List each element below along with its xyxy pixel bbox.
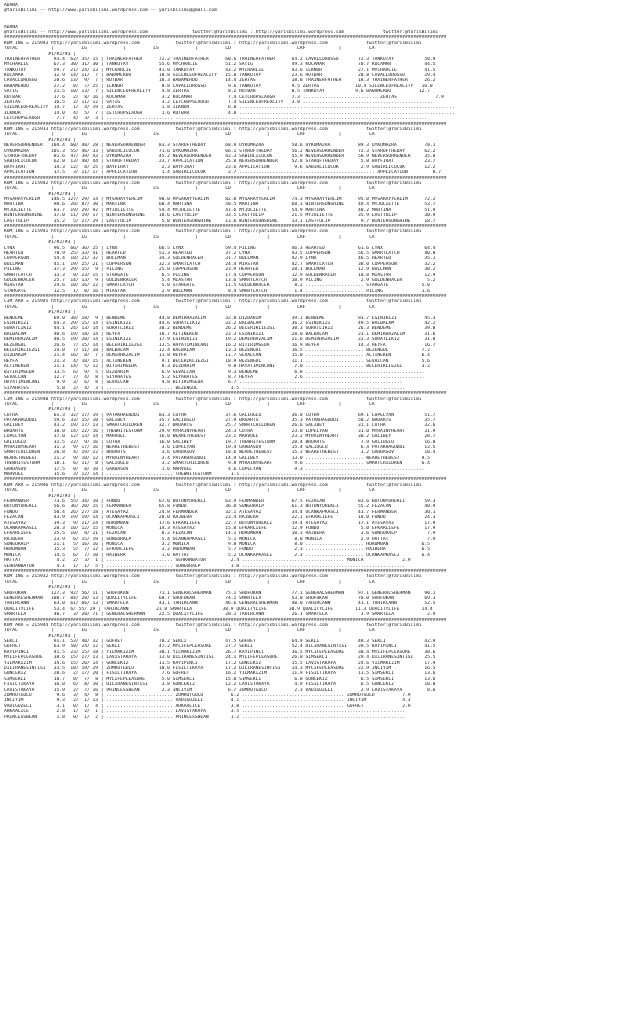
text-line: TOTAL | LG | LS | LD | LRF | LA bbox=[4, 46, 375, 52]
text-line: ATESAYAZ 39.3 9/ 21/ 24 | HURUMBAN 17.6 EFKARLIEFE 22.7 BUTUNYUREKLI 19.4 ATESAYAZ 17.1 ATESAYAZ 17.9 bbox=[4, 520, 436, 526]
text-line: WEARETHEBEST 21.2 9/ 10/ 12 | MYRAINYHEART 3.4 PATAKHAGUDDI 14.9 GALIBEY 13.0 ..................... WEARETHEBEST 9.5 bbox=[4, 455, 430, 461]
text-line: QUALITYLIFE 53.4 6/ 55/ 29 | TAHIRCANN 23.8 SMARTELA 38.9 QUALITYLIFE 38.9 QUALITYLIFE 11.3 QUALITYLIFE 14.4 bbox=[4, 606, 433, 612]
text-line: DILIRANESINTISI 33.5 10/ 19/ 29 | ZUMRUTGOLU 10.0 FISILTIKAYA 17.2 DILIRANESINTISI 14.3 MYLIFEPLEASURE 22.9 INCIYIM 16.5 bbox=[4, 666, 436, 672]
text-line: BITIRIMSEDA 13.5 6/ 9/ 5 | DIZDARIM 6.9 SEVALCAN 9.3 BENDEME 6.8 ........................................... bbox=[4, 369, 425, 375]
text-line: TOTAL | LG | LS | LD | LRF | LA bbox=[4, 488, 375, 494]
text-line: MYSARAYYERLIM 146.5 127/ 29/ 14 | MYSARAYYERLIM 90.0 MYSARAYYERLIM 82.0 MYSARAYYERLIM 74.3 MYSARAYYERLIM 95.0 MYSARAYYERLIM 72.2 bbox=[4, 197, 436, 203]
text-line: ESINIKIZI 64.3 29/ 15/ 14 | ESINIKIZI 44.6 SURATLIKIZ 32.2 BALBALAM 36.2 ESINIKIZI 49.5 BALBALAM 42.2 bbox=[4, 321, 436, 327]
text-line: #1/#2/#3 | bbox=[4, 51, 76, 57]
text-line: SMARTCHILDREN 26.8 4/ 19/ 22 | BROARTS 3.6 GARDASOV 18.6 WEARETHEBEST 15.3 WEARETHEBEST 3.2 GARDASOV 10.4 bbox=[4, 450, 436, 456]
text-line: MYCHARLIE 67.3 30/ 31/ 30 | TANKUTAY 55.6 MYCHARLIE 51.2 SATIG 49.3 KOCAMAR 70.7 KOCAMAR 44.5 bbox=[4, 62, 436, 68]
text-line: BENDEME 69.0 38/ 18/ 9 | BENDEME 44.8 DEMIRHAZALIM 32.8 DIZDARIM 39.1 BENDEME 93.7 ESINIKIZI 45.3 bbox=[4, 315, 436, 321]
text-line: #1/#2/#3 | bbox=[4, 310, 76, 316]
text-line: ADANA bbox=[4, 3, 18, 8]
text-line: TRAINERFATHER 93.4 62/ 35/ 15 | TRAINERFATHER 72.2 TRAINERFATHER 60.6 TRAINERFATHER 64.2 CAVALLOROSSO 72.3 TANKUTAY 50.9 bbox=[4, 56, 436, 62]
text-line: MYJULIETTE 83.7 19/ 29/ 92 | MYJULIETTE 54.4 MYJULIETTE 41.6 MYJULIETTE 54.9 MARTINA 40.2 MARTINA 51.9 bbox=[4, 207, 436, 213]
text-line: #1/#2/#3 | bbox=[4, 493, 76, 499]
text-line: ################################################################################################################################################################ bbox=[4, 617, 447, 623]
text-line: PATAKHAGUDDI 59.6 33/ 15/ 10 | GALIBEY 35.7 GALIOGLU 27.9 BROARTS 35.3 PATAKHAGUDDI 50.2 BROARTS 35.7 bbox=[4, 418, 436, 424]
text-line: TOTAL | LG | LS | LD | LRF | LA bbox=[4, 579, 375, 585]
text-line: MYRAINYHEART 31.3 9/ 17/ 16 | WEARETHEBEST 3.6 LUPELYAN 19.4 GARDASOV 15.4 GALIOGLU 6.4 PATAKHAGUDDI 13.5 bbox=[4, 445, 436, 451]
text-line: NEVERSORRENDER 104.4 60/ 48/ 28 | NEVERSORRENDER 83.3 STAROFTHEDAY 68.9 OYKUMAZRA 58.6 OYKUMAZRA 89.3 OYKUMAZRA 70.1 bbox=[4, 143, 436, 149]
text-line: UCANKAPKASLI 28.3 10/ 12/ 15 | MONICA 14.3 ATESAYAZ 15.8 EFKARLIEFE 12.9 FUNDO 5.0 EFKARLIEFE 17.9 bbox=[4, 525, 436, 531]
text-line: TOTAL | LG | LS | LD | LRF | LA bbox=[4, 628, 375, 634]
text-line: @YarisBilimi -- http://www.yarisbilimi.wordpress.com -- yarisbilimi@gmail.com bbox=[4, 8, 217, 14]
text-line: KUM ING = 215933 http://yarisbilimi.wordpress.com twitter:@YarisBilimi : http://yarisbilimi.wordpress.com twitter:@YarisBilimi bbox=[4, 126, 422, 132]
text-line: BUTUNYUREKLI 56.6 36/ 20/ 15 | FERMANDER 65.8 FUNDO 36.0 SUNGURALP 61.3 BUTUNYUREKLI 55.2 FEZACAN 40.9 bbox=[4, 504, 436, 510]
text-line: HURUMBAN 15.3 5/ 7/ 12 | EFKARLIEFE 3.2 HURUMBAN 5.7 FUNDO 2.3 ..................... RAJBERA 6.5 bbox=[4, 547, 430, 553]
text-line: PILING 37.3 29/ 15/ 9 | PILING 25.0 COPPERSON 23.9 HEARTED 20.1 BULLMAN 12.9 BULLMAN 30.2 bbox=[4, 267, 436, 273]
text-line: GALIBEY 43.2 19/ 17/ 13 | SMARTCHILDREN 32.7 BROARTS 25.7 SMARTCHILDREN 26.6 GALIBEY 31.1 CUTHA 32.6 bbox=[4, 423, 436, 429]
text-line: ################################################################################################################################################################ bbox=[4, 35, 447, 41]
text-line: OYKUMAZRA 101.3 55/ 46/ 33 | SABIRLICOCUK 71.6 OYKUMAZRA 66.1 STAROFTHEDAY 56.2 NEVERSORRENDER 72.3 STAROFTHEDAY 62.2 bbox=[4, 148, 436, 154]
text-line: APPLICATION 17.5 3/ 11/ 17 | APPLICATION 1.4 SABIRLICOCUK 2.7 ................................................. APPLICATION 8.7 bbox=[4, 170, 441, 176]
text-line: FERMANDER 73.6 55/ 34/ 10 | FUNDO 67.0 BUTUNYUREKLI 63.9 FERMANDER 67.5 FEZACAN 83.6 BUTUNYUREKLI 59.3 bbox=[4, 498, 436, 504]
text-line: #1/#2/#3 | bbox=[4, 240, 76, 246]
text-line: TANKUTAY 59.7 21/ 24/ 23 | MYCHARLIE 41.0 TANKUTAY 43.2 MYCHARLIE 43.6 ILKNUR 27.1 MYCHARLIE 41.5 bbox=[4, 67, 436, 73]
text-line: MARVOEL 15.6 3/ 12/ 14 | ........................ THEWHITESTORM 1.1 ........................................................... bbox=[4, 471, 406, 477]
text-line: STAROFTHEDAY 81.6 47/ 39/ 43 | OYKUMAZRA 45.2 NEVERSORRENDER 42.3 SABIRLICOCUK 55.9 NEVERSORRENDER 58.9 NEVERSORRENDER 35.8 bbox=[4, 153, 436, 159]
text-line: ADANA bbox=[4, 24, 18, 30]
text-line: KUM ARA = 215944 http://yarisbilimi.wordpress.com twitter:@YarisBilimi : http://yarisbilimi.wordpress.com twitter:@YarisBilimi bbox=[4, 622, 422, 628]
text-line: SHOFUKAN 127.3 92/ 56/ 11 | SHOFUKAN 71.1 GENERALSHERMAN 75.1 SHOFUKAN 77.1 GENERALSHERMAN 97.1 GENERALSHERMAN 90.1 bbox=[4, 590, 436, 596]
text-line: SEVALCAN 12.7 7/ 4/ 8 | SIYAHATES 5.2 SIYAHATES 8.7 HEYFA 2.6 ........................................... bbox=[4, 374, 425, 380]
text-line: MARTINA 98.6 28/ 87/ 30 | MARTINA 60.4 MARTINA 58.5 MARTINA 68.1 WINTERSUNSHINE 49.4 MYJULIETTE 53.7 bbox=[4, 202, 436, 208]
text-line: SILENCEOFREALITY 14.7 1/ 4/ 19 | ZERTAS 1.8 ILKNUR 6.8 .............................................................................. bbox=[4, 105, 455, 111]
text-line: KUM ING = 215942 http://yarisbilimi.wordpress.com twitter:@YarisBilimi : http://yarisbilimi.wordpress.com twitter:@YarisBilimi bbox=[4, 180, 422, 186]
text-line: RAJBERA 23.9 6/ 15/ 19 | SUNGURALP 5.4 UCANKAPKASLI 5.1 MONICA 8.0 MONICA 2.9 HATTAT 7.9 bbox=[4, 536, 436, 542]
text-line: BABAMERDO 27.2 8/ 7/ 25 | ILKNUR 8.8 CAVALLOROSSO 9.6 TANKUTAY 9.5 ZERTAS 10.4 SILENCEOFREALITY 16.0 bbox=[4, 83, 433, 89]
text-line: #1/#2/#3 | bbox=[4, 191, 76, 197]
text-line: TOTAL | LG | LS | LD | LRF | LA bbox=[4, 186, 375, 192]
text-line: GALIOGLU 31.5 22/ 9/ 16 | CUTHA 16.0 GALIBEY 19.7 THEWHITESTORM 20.4 BROARTS 7.9 GALIOGLU 16.8 bbox=[4, 439, 436, 445]
text-line: BALBALAM 40.6 19/ 18/ 14 | HEYFA 18.7 ALTINEKEN 23.3 ESINIKIZI 28.0 BALBALAM 23.1 DEMIRHAZALIM 31.6 bbox=[4, 331, 436, 337]
text-line: CIM ING = 215940 http://yarisbilimi.wordpress.com twitter:@YarisBilimi : http://yarisbilimi.wordpress.com twitter:@YarisBilimi bbox=[4, 396, 422, 402]
text-line: PRINCESSBEAN 1.8 0/ 1/ 2 | ........................ PRINCESSBEAN 1.2 ........................................................... bbox=[4, 714, 406, 720]
text-line: CAVALLOROSSO 28.6 13/ 9/ 7 | RUTBAR 18.3 BABAMERDO 14.4 ZERTAS 18.8 TRAINERFATHER 18.3 TRAINERFATHER 26.2 bbox=[4, 78, 436, 84]
text-line: DEMIRHAZALIM 40.5 19/ 20/ 14 | ESINIKIZI 17.9 ESINIKIZI 19.2 DEMIRHAZALIM 21.6 DEMIRHAZALIM 22.3 SURATLIKIZ 31.0 bbox=[4, 337, 436, 343]
text-line: LETCHOPSLAUGH 7.7 4/ 3/ 3 | ........................ ........................................................................................... bbox=[4, 116, 428, 122]
text-line: LYNX 96.5 66/ 36/ 25 | LYNX 66.5 LYNX 59.4 PILING 46.3 HEARTED 61.6 LYNX 64.4 bbox=[4, 245, 436, 251]
text-line: ################################################################################################################################################################ bbox=[4, 175, 447, 181]
text-line: ################################################################################################################################################################ bbox=[4, 121, 447, 127]
text-line: KOCAMAR 32.9 14/ 11/ 7 | BABAMERDO 18.8 SILENCEOFREALITY 15.8 TANKUTAY 23.6 RUTBAR 20.8 CAVALLOROSSO 29.4 bbox=[4, 73, 436, 79]
text-line: ################################################################################################################################################################ bbox=[4, 477, 447, 483]
text-line: SUNGURALP 21.1 5/ 16/ 16 | MONICA 3.2 MONICA 9.8 MONICA 8.0 ..................... HURUMBAN 6.5 bbox=[4, 542, 430, 548]
text-line: KUM ING = 215943 http://yarisbilimi.wordpress.com twitter:@YarisBilimi : http://yarisbilimi.wordpress.com twitter:@YarisBilimi bbox=[4, 40, 422, 46]
text-line: SMARTELA 40.7 3/ 20/ 71 | GENERALSHERMAN 22.5 QUALITYLIFE 20.1 TAHIRCANN 26.1 SMARTELA 3.9 SMARTELA 2.9 bbox=[4, 612, 436, 618]
text-line: RUTBAR 17.6 2/ 8/ 16 | KOCAMAR 3.2 KOCAMAR 7.4 LETCHOPSLAUGH 7.3 ........................... ZERTAS 7.9 bbox=[4, 94, 444, 100]
text-line: HAYATIMINCANI 9.9 3/ 6/ 8 | SEVALCAN 4.8 BITIRIMSEDA 6.7 ........................................................... bbox=[4, 380, 403, 386]
text-line: ILKNUR 14.0 4/ 5/ 7 | LETCHOPSLAUGH 1.6 RUTBAR 4.8 .............................................................................. bbox=[4, 110, 455, 116]
text-line: LUPELYAN 37.0 12/ 13/ 14 | MARVOEL 16.0 WEARETHEBEST 23.1 MARVOEL 23.2 MYRAINYHEART 30.2 GALIBEY 20.7 bbox=[4, 434, 436, 440]
text-line: EFKARLIEFE 25.5 10/ 8/ 21 | FEZACAN 8.2 FEZACAN 14.1 HURUMBAN 10.3 RAJBERA 3.6 SUNGURALP 7.9 bbox=[4, 531, 436, 537]
text-line: MIASTAR 24.6 10/ 16/ 22 | SMARTLATCH 5.0 STARGATE 11.5 GOLDENRACER 8.2 ..................... STARGATE 5.0 bbox=[4, 283, 430, 289]
text-line: HATTAT 4.2 2/ 3/ 1 | ........................ SEHRANBATUR 2.4 ..................................... MONICA 2.9 bbox=[4, 558, 411, 564]
text-line: #1/#2/#3 | bbox=[4, 407, 76, 413]
text-line: LASTTULIP 35.2 5/ 27/ 29 | LASTTULIP 5.0 WINTERSUNSHINE 13.6 WINTERSUNSHINE 13.1 LASTTULIP 9.7 WINTERSUNSHINE 18.7 bbox=[4, 218, 436, 224]
text-line: MONICA 14.5 6/ 7/ 10 | RAJBERA 1.6 HATTAT 5.2 UCANKAPKASLI 2.3 ..................... UCANKAPKASLI 6.4 bbox=[4, 552, 430, 558]
text-line: CUTHA 61.3 32/ 17/ 19 | PATAKHAGUDDI 83.3 CUTHA 37.6 GALIOGLU 36.8 CUTHA 69.1 LUPELYAN 51.7 bbox=[4, 412, 436, 418]
text-line: TAHIRCANN 63.0 61/ 66/ 13 | SMARTELA 43.1 TAHIRCANN 46.6 GENERALSHERMAN 40.0 TAHIRCANN 41.1 TAHIRCANN 52.5 bbox=[4, 601, 436, 607]
text-line: ################################################################################################################################################################ bbox=[4, 294, 447, 300]
text-line: SIYAHATES 5.8 2/ 4/ 3 | ........................ BEZENGUL 3.5 ........................................................... bbox=[4, 385, 406, 391]
text-line: ################################################################################################################################################################ bbox=[4, 224, 447, 230]
text-line: HEARTED 70.9 25/ 33/ 41 | HEARTED 51.3 HEARTED 37.2 LYNX 43.5 COPPERSON 56.5 SMARTLATCH 40.8 bbox=[4, 250, 436, 256]
text-line: SEHRANBATUR 4.1 1/ 1/ 5 | ........................ SUNGURALP 1.0 ........................................................... bbox=[4, 563, 406, 569]
text-line: FUNDO 50.4 26/ 27/ 18 | ATESAYAZ 24.8 FERMANDER 32.1 ATESAYAZ 34.4 UCANKAPKASLI 43.7 FERMANDER 30.1 bbox=[4, 509, 436, 515]
text-line: BROARTS 38.0 14/ 22/ 16 | THEWHITESTORM 29.9 MYRAINYHEART 24.3 CUTHA 23.8 LUPELYAN 31.0 MYRAINYHEART 31.9 bbox=[4, 428, 436, 434]
text-line: GENERALSHERMAN 108.7 84/ 28/ 13 | QUALITYLIFE 68.7 SHOFUKAN 74.1 SMARTELA 53.0 SHOFUKAN 70.0 SHOFUKAN 69.3 bbox=[4, 595, 436, 601]
text-line: SMARTLATCH 33.3 8/ 23/ 15 | STARGATE 6.5 PILING 17.4 COPPERSON 12.9 GOLDENRACER 10.8 MIASTAR 12.9 bbox=[4, 272, 436, 278]
text-line: SEKLI 91.1 53/ 40/ 32 | GOFRET 78.2 SEKLI 47.5 GOFRET 64.9 SEKLI 48.3 SEKLI 42.9 bbox=[4, 639, 436, 645]
text-line: TOTAL | LG | LS | LD | LRF | LA bbox=[4, 401, 375, 407]
text-line: GOFRET 63.9 50/ 24/ 12 | SEKLI 47.2 MYLIFEPLEASURE 27.7 SEKLI 52.4 DILIRANESINTISI 39.5 KAYIPINCI 41.5 bbox=[4, 644, 436, 650]
text-line: #1/#2/#3 | bbox=[4, 633, 76, 639]
text-line: HEYFA 21.3 4/ 10/ 15 | ALTINEKEN 9.1 BECERIKLIEZGI 10.9 BEZENGUL 11.1 ..................... SEVALCAN 5.6 bbox=[4, 358, 430, 364]
text-line: SABIRLICOCUK 62.0 13/ 48/ 44 | STAROFTHEDAY 23.7 APPLICATION 25.8 NEVERSORRENDER 52.8 STAROFTHEDAY 5.8 BAYFIRAT 23.7 bbox=[4, 159, 436, 165]
text-line: CIM ARA = 215945 http://yarisbilimi.wordpress.com twitter:@YarisBilimi : http://yarisbilimi.wordpress.com twitter:@YarisBilimi bbox=[4, 299, 422, 305]
text-line: ALTINEKEN 21.1 14/ 5/ 12 | BITIRIMSEDA 8.3 DIZDARIM 9.8 HAYATIMINCANI 7.0 ..................... BECERIKLIEZGI 3.2 bbox=[4, 364, 430, 370]
text-line: SURATLIKIZ 44.1 24/ 13/ 14 | SURATLIKIZ 30.2 BENDEME 26.2 BECERIKLIEZGI 30.3 SURATLIKIZ 26.3 BENDEME 39.8 bbox=[4, 326, 436, 332]
text-line: ZUMRUTGOLU 9.6 3/ 4/ 8 | ........................ ZUMRUTGOLU 6.2 ..................................... ZUMRUTGOLU 7.9 bbox=[4, 693, 411, 698]
text-line: GARDASOV 17.5 8/ 8/ 10 | GARDASOV 1.6 MARVOEL 4.6 LUPELYAN 9.3 ........................................... bbox=[4, 466, 425, 472]
text-line: STARGATE 12.5 1/ 8/ 16 | MIASTAR 2.9 BULLMAN 8.4 SMARTLATCH 1.4 ..................... PILING 1.6 bbox=[4, 288, 430, 294]
text-line: ################################################################################################################################################################ bbox=[4, 391, 447, 397]
text-line: TOTAL | LG | LS | LD | LRF | LA bbox=[4, 304, 375, 310]
text-line: DIZDARIM 21.4 16/ 8/ 7 | DEMIRHAZALIM 11.8 HEYFA 11.7 SEVALCAN 15.0 ..................... ALTINEKEN 6.4 bbox=[4, 353, 430, 359]
text-line: FEZACAN 43.9 19/ 19/ 14 | UCANKAPKASLI 20.0 RAJBERA 23.4 RAJBERA 22.1 EFKARLIEFE 18.0 FUNDO 24.3 bbox=[4, 515, 436, 521]
text-line: ARKAALICE 2.8 1/ 2/ 1 | ........................ LAVISTAKAYA 3.5 ........................................................... bbox=[4, 709, 406, 715]
text-line: FISILTIKAYA 16.0 6/ 8/ 10 | DILIRANESINTISI 3.8 GUNCEKIZ 12.2 LAVISTAKAYA 4.9 FISILTIKAYA 6.5 GUNCEKIZ 10.0 bbox=[4, 682, 436, 688]
text-line: ZERTAS 16.5 2/ 11/ 12 | SATIG 3.2 LETCHOPSLAUGH 7.4 SILENCEOFREALITY 3.8 ............................................... bbox=[4, 100, 433, 106]
text-line: BAYFIRAT 34.3 12/ 8/ 25 | BAYFIRAT 2.3 BAYFIRAT 23.6 APPLICATION 9.6 SABIRLICOCUK 2.9 SABIRLICOCUK 12.2 bbox=[4, 164, 436, 170]
text-line: YILMAKIZIM 34.6 15/ 20/ 14 | GUNCEKIZ 11.5 KAYIPINCI 17.2 GUNCEKIZ 15.5 LAVISTAKAYA 24.6 YILMAKIZIM 17.9 bbox=[4, 660, 436, 666]
text-line: MYLIFEPLEASURE 38.6 15/ 27/ 13 | LAVISTAKAYA 13.0 DILIRANESINTISI 24.1 MYLIFEPLEASURE 26.0 SIMSEKLI 29.4 DILIRANESINTISI 25.5 bbox=[4, 655, 436, 661]
text-line: BECERIKLIEZGI 24.0 7/ 11/ 18 | BALBALAM 12.4 BALBALAM 13.3 BEZENGUL 16.5 ..................... BEZENGUL 7.2 bbox=[4, 348, 430, 353]
text-line: THEWHITESTORM 18.1 6/ 11/ 8 | GALIOGLU 3.2 SMARTCHILDREN 9.8 MYRAINYHEART 9.6 ..................... SMARTCHILDREN 6.4 bbox=[4, 461, 430, 467]
text-line: @YarisBilimi -- http://www.yarisbilimi.wordpress.com twitter:@YarisBilimi : http://yarisbilimi.wordpress.com twitter:@YarisBilimi bbox=[4, 29, 439, 35]
text-line: KUM ARA = 215946 http://yarisbilimi.wordpress.com twitter:@YarisBilimi : http://yarisbilimi.wordpress.com twitter:@YarisBilimi bbox=[4, 482, 422, 488]
text-line: KUM ING = 215941 http://yarisbilimi.wordpress.com twitter:@YarisBilimi : http://yarisbilimi.wordpress.com twitter:@YarisBilimi bbox=[4, 229, 422, 235]
text-line: WINTERSUNSHINE 37.0 11/ 19/ 17 | WINTERSUNSHINE 18.6 LASTTULIP 33.5 LASTTULIP 21.5 MYJULIETTE 35.9 LASTTULIP 30.9 bbox=[4, 213, 436, 219]
text-line: #1/#2/#3 | bbox=[4, 137, 76, 143]
text-line: SIMSEKLI 18.7 8/ 7/ 8 | MYLIFEPLEASURE 5.0 SIMSEKLI 15.0 SIMSEKLI 6.8 GUNCEKIZ 6.5 SIMSEKLI 13.6 bbox=[4, 676, 436, 682]
text-line: INCIYIM 9.3 2/ 1/ 13 | ........................ VADIGUZELI 4.1 ..................................... INCIYIM 4.3 bbox=[4, 698, 411, 704]
text-line: KUM ING = 215932 http://yarisbilimi.wordpress.com twitter:@YarisBilimi : http://yarisbilimi.wordpress.com twitter:@YarisBilimi bbox=[4, 574, 422, 580]
text-line: LAVISTAKAYA 15.9 2/ 7/ 16 | PRINCESSBEAN 2.3 INCIYIM 6.7 ZUMRUTGOLU 2.3 VADIGUZELI 2.9 LAVISTAKAYA 8.6 bbox=[4, 687, 436, 693]
text-line: VADIGUZELI 3.1 0/ 1/ 4 | ........................ ARKAALICE 3.8 ..................................... GOFRET 2.9 bbox=[4, 703, 411, 709]
text-line: BEZENGUL 26.6 7/ 15/ 14 | BECERIKLIEZGI 13.5 HAYATIMINCANI 16.2 BITIRIMSEDA 16.9 HEYFA 14.3 HEYFA 16.7 bbox=[4, 342, 436, 348]
text-line: SATIG 21.5 10/ 13/ 7 | SILENCEOFREALITY 4.8 ZERTAS 8.2 RUTBAR 8.5 TANKUTAY 9.6 BABAMERDO 12.7 bbox=[4, 89, 430, 95]
text-line: GOLDENRACER 25.7 14/ 13/ 9 | GOLDENRACER 5.4 MIASTAR 13.6 SMARTLATCH 10.9 PILING 2.9 GOLDENRACER 5.2 bbox=[4, 277, 436, 283]
text-line: GUNCEKIZ 20.6 2/ 17/ 20 | FISILTIKAYA 7.6 GOFRET 16.2 YILMAKIZIM 11.9 FISILTIKAYA 11.5 SIMSEKLI 13.6 bbox=[4, 671, 436, 677]
text-line: #1/#2/#3 | bbox=[4, 585, 76, 591]
text-line: TOTAL | LG | LS | LD | LRF | LA bbox=[4, 132, 375, 138]
text-line: BULLMAN 45.1 19/ 25/ 21 | COPPERSON 32.3 SMARTLATCH 24.4 MIASTAR 42.7 SMARTLATCH 38.0 COPPERSON 32.2 bbox=[4, 261, 436, 267]
text-line: TOTAL | LG | LS | LD | LRF | LA bbox=[4, 234, 375, 240]
text-line: ################################################################################################################################################################ bbox=[4, 569, 447, 575]
results-document bbox=[4, 3, 615, 720]
text-line: KAYIPINCI 41.5 23/ 15/ 18 | YILMAKIZIM 30.1 YILMAKIZIM 26.7 KAYIPINCI 36.5 MYLIFEPLEASURE 30.4 MYLIFEPLEASURE 30.6 bbox=[4, 649, 436, 655]
text-line: COPPERSON 54.4 18/ 21/ 32 | BULLMAN 34.3 GOLDENRACER 31.7 BULLMAN 42.9 LYNX 46.5 HEARTED 35.1 bbox=[4, 256, 436, 262]
